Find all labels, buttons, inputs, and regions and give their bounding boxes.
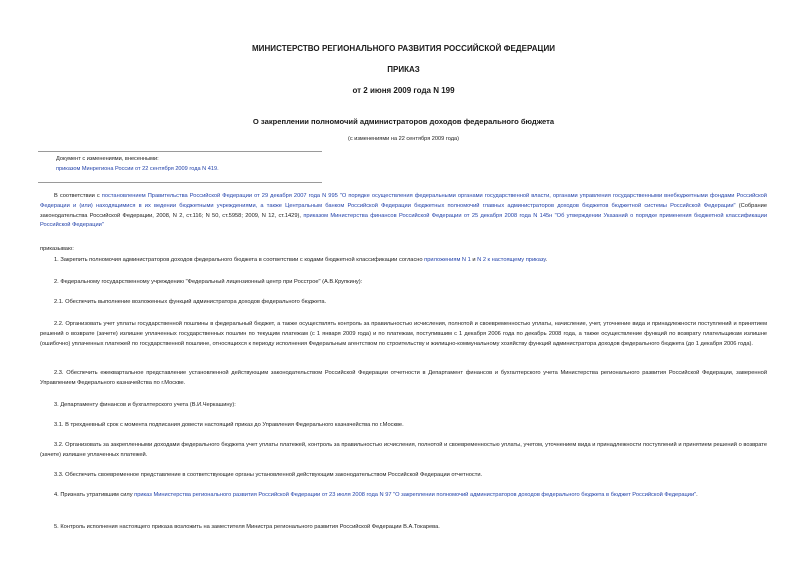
item-4-text: 4. Признать утратившим силу [54, 492, 135, 498]
item-3-1-text: 3.1. В трехдневный срок с момента подписания довести настоящий приказ до Управления Федерального казначейства по г.Москве. [54, 422, 404, 428]
doc-type-heading: ПРИКАЗ [387, 65, 420, 74]
preamble-link-minfin[interactable]: приказом Министерства финансов Российской Федерации от 25 декабря 2008 года N 145н "Об утверждении Указаний о порядке применения бюджетной классификации Российской Федерации" [40, 212, 767, 229]
item-4 [40, 491, 767, 501]
item-3-1 [40, 421, 767, 431]
preamble-link-decree[interactable]: постановлением Правительства Российской Федерации от 29 декабря 2007 года N 995 "О порядке осуществления федеральными органами государственной власти, органами управления государственными внебюджетными фондами Российской Федерации и (или) находящимися в их ведении бюджетными учреждениями, а также Центральным банком Российской Федерации бюджетных полномочий главных администраторов доходов бюджетов бюджетной системы Российской Федерации" [40, 193, 767, 209]
changes-note [56, 155, 316, 174]
document-subtitle: (с изменениями на 22 сентября 2009 года) [348, 136, 459, 142]
item-3-3 [40, 471, 767, 481]
item-5-text: 5. Контроль исполнения настоящего приказа возложить на заместителя Министра регионального развития Российской Федерации В.А.Токарева. [54, 524, 440, 530]
item-3-3-text: 3.3. Обеспечить своевременное представление в соответствующие органы установленной действующим законодательством Российской Федерации отчетности. [54, 472, 483, 478]
ministry-heading: МИНИСТЕРСТВО РЕГИОНАЛЬНОГО РАЗВИТИЯ РОССИЙСКОЙ ФЕДЕРАЦИИ [251, 44, 556, 53]
order-word: приказываю: [40, 246, 74, 252]
preamble-text-2: (Собрание законодательства Российской Федерации, 2008, N 2, ст.116; N 50, ст.5958; 2009, N 12, ст.1429), [40, 202, 767, 219]
item-2-1 [40, 298, 767, 308]
item-1 [40, 256, 767, 266]
document-title: О закреплении полномочий администраторов доходов федерального бюджета [252, 117, 555, 126]
date-number-heading: от 2 июня 2009 года N 199 [352, 86, 455, 95]
item-2-3-text: 2.3. Обеспечить ежеквартальное представление установленной действующим законодательством Российской Федерации отчетности в Департамент финансов и бухгалтерского учета Министерства регионального развития Российской Федерации, заверенной Управлением Федерального казначейства по г.Москве. [40, 370, 767, 386]
item-3 [40, 401, 767, 411]
appendix-2-link[interactable]: N 2 к настоящему приказу [477, 257, 546, 263]
item-1-end: . [545, 257, 548, 263]
item-2-1-text: 2.1. Обеспечить выполнение возложенных функций администратора доходов федерального бюджета. [54, 299, 327, 305]
item-2-3 [40, 369, 767, 389]
changes-top-divider [38, 151, 322, 152]
item-1-and: и [470, 257, 478, 263]
item-3-2-text: 3.2. Организовать за закрепленными доходами федерального бюджета учет уплаты платежей, контроль за правильностью исчисления, полнотой и своевременностью уплаты, учетом, уточнением вида и принадлежности поступлений и принятием решений о возврате (зачете) излишне уплаченных платежей. [40, 442, 767, 458]
item-1-text: 1. Закрепить полномочия администраторов доходов федерального бюджета в соответствии с кодами бюджетной классификации согласно [54, 257, 425, 263]
item-4-end: . [696, 492, 698, 498]
item-2-2 [40, 320, 767, 349]
preamble-paragraph [40, 192, 767, 231]
item-2-2-text: 2.2. Организовать учет уплаты государственной пошлины в федеральный бюджет, а также осуществлять контроль за правильностью исчисления, полнотой и своевременностью уплаты, начисление, учет, уточнение вида и принадлежности поступлений и принятием решений о возврате (зачете) излишне уплаченных государственных пошлин по текущим платежам (с 1 января 2009 года) и по платежам, поступившим с 1 декабря 2006 года по декабрь 2008 года, а также осуществление функций по возврату плательщикам излишне (ошибочно) уплаченных платежей по государственной пошлине, относящихся к периоду исполнения Федеральным агентством по строительству и жилищно-коммунальному хозяйству функций администратора доходов федерального бюджета (до 1 декабря 2006 года). [40, 321, 767, 347]
item-5 [40, 523, 767, 533]
preamble-text-1: В соответствии с [54, 193, 102, 199]
changes-label: Документ с изменениями, внесенными: [56, 156, 159, 162]
item-3-2 [40, 441, 767, 461]
repealed-order-link[interactable]: приказ Министерства регионального развития Российской Федерации от 23 июля 2008 года N 97 "О закреплении полномочий администраторов доходов федерального бюджета в бюджет Российской Федерации" [134, 492, 697, 498]
item-2 [40, 278, 767, 288]
appendix-1-link[interactable]: приложениям N 1 [424, 257, 471, 263]
item-3-text: 3. Департаменту финансов и бухгалтерского учета (В.И.Черкашину): [54, 402, 236, 408]
changes-bottom-divider [38, 182, 322, 183]
item-2-text: 2. Федеральному государственному учреждению "Федеральный лицензионный центр при Росстрое" (А.В.Крупкину): [54, 279, 363, 285]
changes-link[interactable]: приказом Минрегиона России от 22 сентября 2009 года N 419. [56, 165, 219, 172]
